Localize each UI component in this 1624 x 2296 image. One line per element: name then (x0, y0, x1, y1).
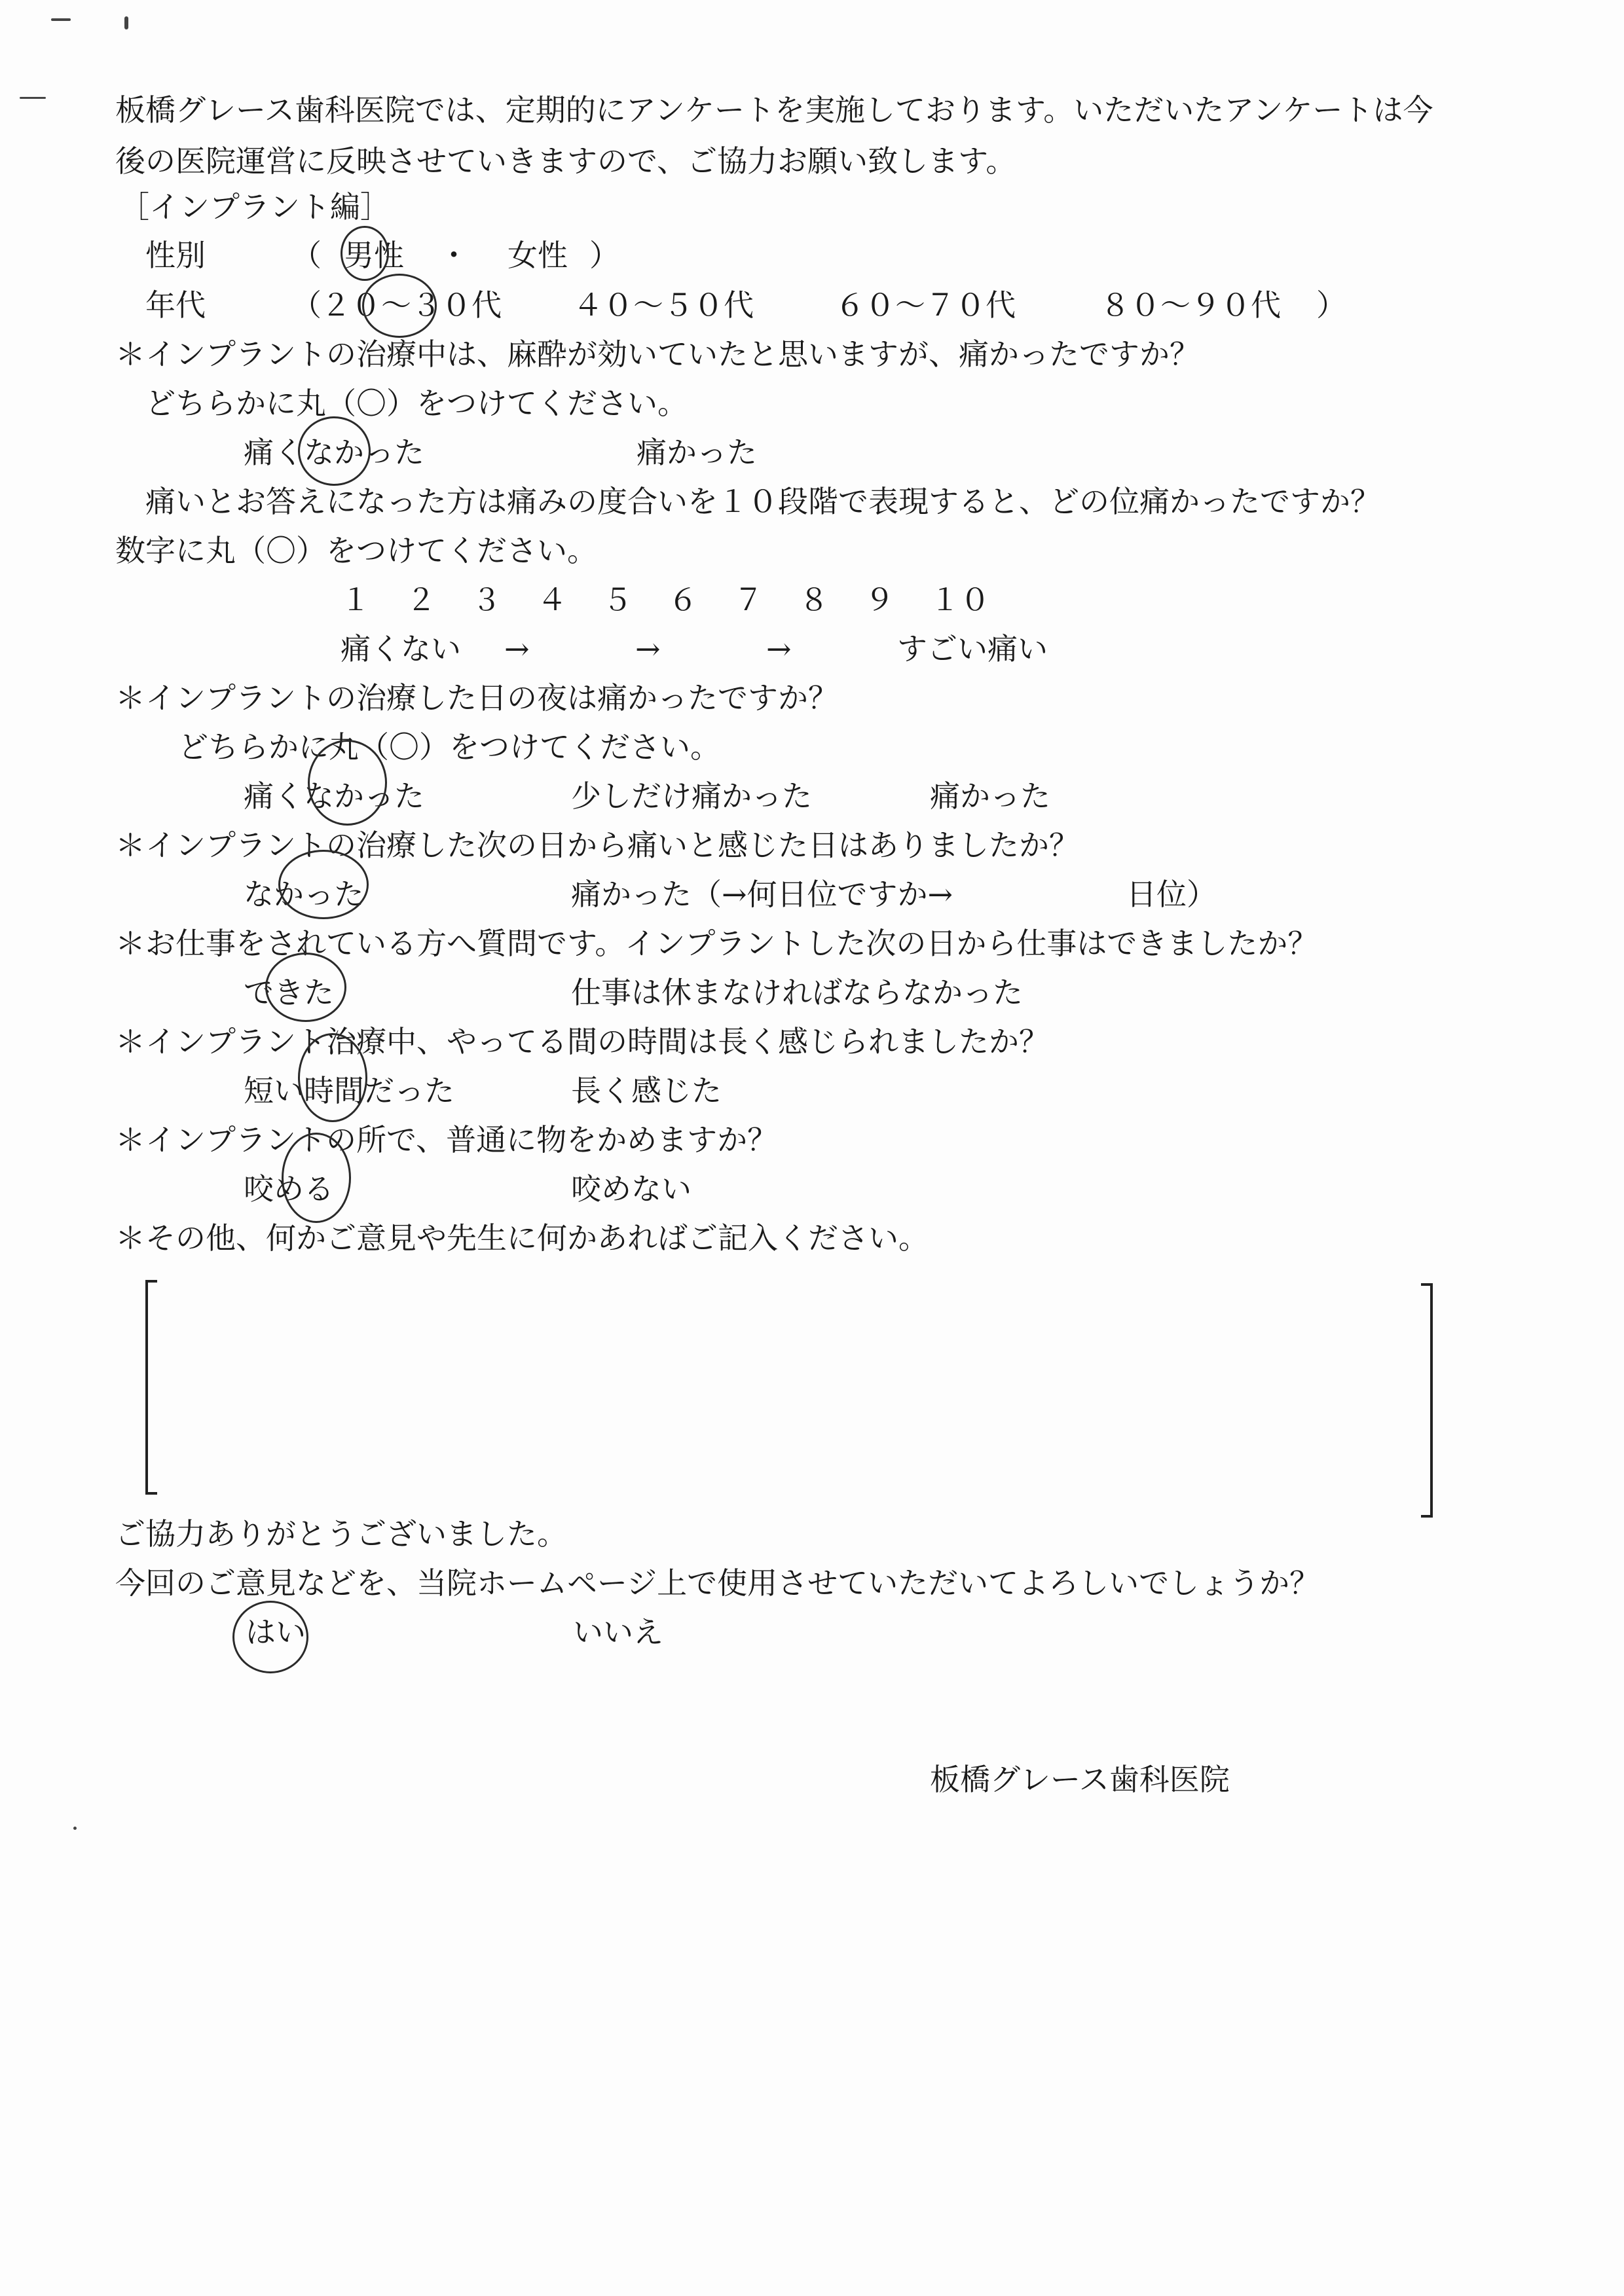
q6-option-cannot-chew[interactable]: 咬めない (571, 1171, 692, 1207)
pain-scale-label-high: すごい痛い (897, 631, 1048, 666)
consent-question: 今回のご意見などを、当院ホームページ上で使用させていただいてよろしいでしょうか？ (115, 1565, 1320, 1601)
age-label: 年代 (145, 287, 206, 323)
pain-scale-4[interactable]: ４ (537, 582, 567, 617)
comment-box-left-bracket (145, 1280, 157, 1495)
age-option-20-30[interactable]: ２０～３０代 (321, 287, 502, 323)
question-1-instruction: どちらかに丸（〇）をつけてください。 (145, 386, 688, 421)
question-2: ＊インプラントの治療した日の夜は痛かったですか？ (115, 680, 838, 716)
scan-mark (124, 16, 128, 29)
pain-scale-3[interactable]: ３ (471, 582, 502, 617)
q1-followup: 痛いとお答えになった方は痛みの度合いを１０段階で表現すると、どの位痛かったですか？ (145, 484, 1380, 519)
pain-scale-7[interactable]: ７ (733, 582, 764, 617)
gender-option-male[interactable]: 男性 (344, 238, 404, 273)
intro-line-2: 後の医院運営に反映させていきますので、ご協力お願い致します。 (115, 143, 1016, 179)
pain-scale-8[interactable]: ８ (799, 582, 829, 617)
pain-scale-2[interactable]: ２ (406, 582, 436, 617)
pain-scale-arrow: → (504, 631, 530, 666)
q2-option-pain[interactable]: 痛かった (930, 778, 1050, 814)
q3-days-suffix: 日位） (1126, 877, 1217, 912)
q2-option-little-pain[interactable]: 少しだけ痛かった (571, 778, 812, 814)
q4-option-could-work[interactable]: できた (244, 975, 334, 1010)
question-3: ＊インプラントの治療した次の日から痛いと感じた日はありましたか？ (115, 828, 1079, 863)
pain-scale-5[interactable]: ５ (602, 582, 633, 617)
selection-circle (282, 1133, 351, 1223)
q5-option-long[interactable]: 長く感じた (571, 1073, 722, 1108)
q6-option-can-chew[interactable]: 咬める (244, 1171, 334, 1207)
q1-option-no-pain[interactable]: 痛くなかった (244, 435, 424, 470)
age-option-60-70[interactable]: ６０～７０代 (835, 287, 1016, 323)
thanks-text: ご協力ありがとうございました。 (115, 1516, 567, 1552)
q3-option-pain-days[interactable]: 痛かった（→何日位ですか→ (571, 877, 953, 912)
question-5: ＊インプラント治療中、やってる間の時間は長く感じられましたか？ (115, 1024, 1049, 1059)
consent-option-yes[interactable]: はい (246, 1614, 306, 1650)
intro-line-1: 板橋グレース歯科医院では、定期的にアンケートを実施しております。いただいたアンケートは今 (115, 92, 1433, 128)
comment-box-right-bracket (1421, 1283, 1433, 1518)
q4-option-had-rest[interactable]: 仕事は休まなければならなかった (571, 975, 1023, 1010)
pain-scale-arrow: → (766, 631, 792, 666)
question-6: ＊インプラントの所で、普通に物をかめますか？ (115, 1122, 778, 1157)
selection-circle (232, 1601, 308, 1673)
selection-circle (298, 1033, 367, 1122)
q5-option-short[interactable]: 短い時間だった (244, 1073, 454, 1108)
selection-circle (265, 953, 346, 1022)
consent-option-no[interactable]: いいえ (573, 1614, 663, 1650)
pain-scale-label-low: 痛くない (341, 631, 461, 666)
gender-open-paren: （ (291, 238, 322, 273)
age-open-paren: （ (291, 287, 322, 323)
gender-label: 性別 (145, 238, 206, 273)
gender-separator: ・ (439, 238, 469, 273)
gender-option-female[interactable]: 女性 (507, 238, 568, 273)
pain-scale-10[interactable]: １０ (930, 582, 990, 617)
q1-option-pain[interactable]: 痛かった (637, 435, 757, 470)
question-7: ＊その他、何かご意見や先生に何かあればご記入ください。 (115, 1220, 929, 1256)
question-4: ＊お仕事をされている方へ質問です。インプラントした次の日から仕事はできましたか？ (115, 926, 1318, 961)
q3-option-none[interactable]: なかった (244, 877, 364, 912)
pain-scale-9[interactable]: ９ (864, 582, 895, 617)
scan-mark (51, 18, 71, 21)
scan-mark (73, 1827, 77, 1830)
selection-circle (308, 740, 387, 826)
selection-circle (341, 226, 389, 281)
section-title: ［インプラント編］ (119, 189, 390, 225)
selection-circle (298, 416, 371, 486)
q2-option-no-pain[interactable]: 痛くなかった (244, 778, 424, 814)
selection-circle (362, 274, 437, 338)
age-option-80-90[interactable]: ８０～９０代 (1100, 287, 1281, 323)
comment-box-answer[interactable] (170, 1303, 1401, 1480)
selection-circle (278, 850, 369, 919)
question-2-instruction: どちらかに丸（〇）をつけてください。 (178, 729, 720, 765)
age-close-paren: ） (1316, 287, 1346, 323)
q1-followup-instruction: 数字に丸（〇）をつけてください。 (115, 533, 597, 568)
gender-close-paren: ） (589, 238, 619, 273)
pain-scale-6[interactable]: ６ (668, 582, 698, 617)
clinic-signature: 板橋グレース歯科医院 (930, 1762, 1230, 1797)
question-1: ＊インプラントの治療中は、麻酔が効いていたと思いますが、痛かったですか？ (115, 337, 1200, 372)
scan-mark (20, 97, 46, 99)
age-option-40-50[interactable]: ４０～５０代 (573, 287, 754, 323)
pain-scale-arrow: → (635, 631, 661, 666)
pain-scale-1[interactable]: １ (341, 582, 371, 617)
